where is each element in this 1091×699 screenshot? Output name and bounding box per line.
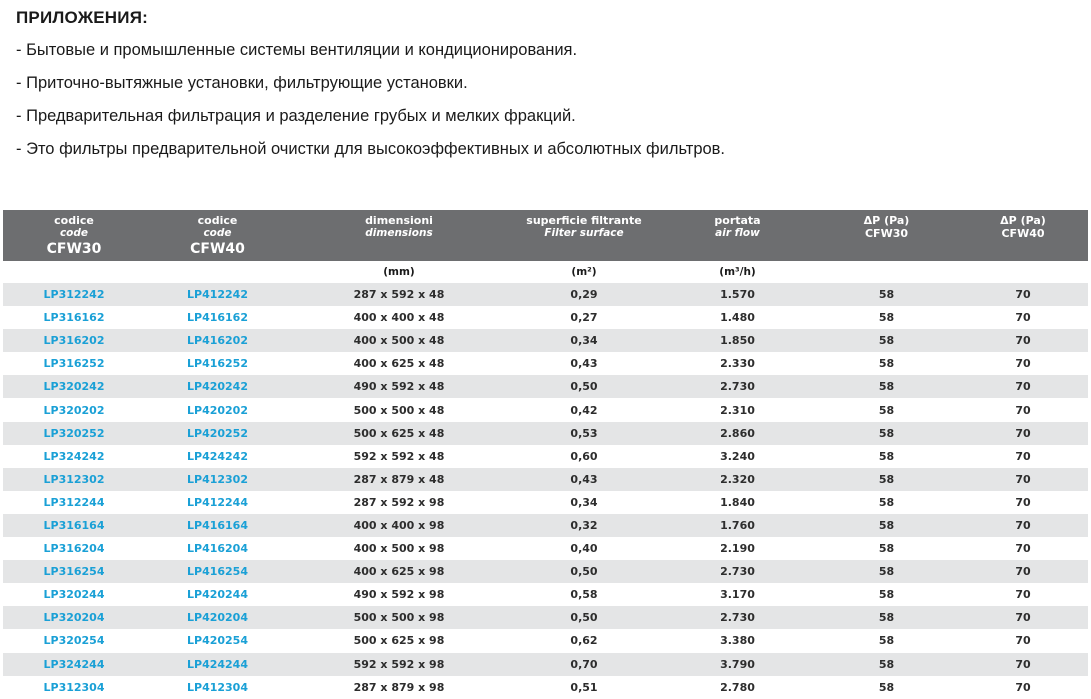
col-header-label: codice <box>54 214 94 227</box>
col-header-pressure-cfw40 <box>958 210 1088 261</box>
unit-cell <box>145 261 290 283</box>
table-row <box>3 468 1088 491</box>
cell-pressure-cfw40: 70 <box>958 560 1088 583</box>
cell-pressure-cfw30: 58 <box>815 583 958 606</box>
table-units-row <box>3 261 1088 283</box>
cell-air-flow: 2.730 <box>660 375 815 398</box>
cell-filter-surface: 0,50 <box>508 375 660 398</box>
unit-cell <box>3 261 145 283</box>
table-row <box>3 583 1088 606</box>
cell-filter-surface: 0,29 <box>508 283 660 306</box>
cell-filter-surface: 0,62 <box>508 629 660 652</box>
cell-filter-surface: 0,43 <box>508 468 660 491</box>
unit-air-flow: (m³/h) <box>660 261 815 283</box>
cell-code-cfw30: LP312304 <box>3 676 145 699</box>
cell-code-cfw40: LP424242 <box>145 445 290 468</box>
cell-dimensions: 287 x 592 x 48 <box>290 283 508 306</box>
cell-code-cfw40: LP412304 <box>145 676 290 699</box>
cell-dimensions: 500 x 625 x 98 <box>290 629 508 652</box>
cell-air-flow: 1.840 <box>660 491 815 514</box>
cell-pressure-cfw40: 70 <box>958 676 1088 699</box>
table-row <box>3 398 1088 421</box>
cell-pressure-cfw40: 70 <box>958 375 1088 398</box>
cell-air-flow: 2.780 <box>660 676 815 699</box>
cell-filter-surface: 0,27 <box>508 306 660 329</box>
cell-pressure-cfw30: 58 <box>815 329 958 352</box>
cell-code-cfw30: LP316254 <box>3 560 145 583</box>
col-header-dimensions <box>290 210 508 261</box>
cell-dimensions: 592 x 592 x 48 <box>290 445 508 468</box>
cell-filter-surface: 0,34 <box>508 491 660 514</box>
cell-filter-surface: 0,53 <box>508 422 660 445</box>
cell-filter-surface: 0,70 <box>508 653 660 676</box>
col-header-air-flow <box>660 210 815 261</box>
col-header-label: ΔP (Pa) <box>863 214 910 227</box>
table-row <box>3 653 1088 676</box>
col-header-sublabel: code <box>203 227 232 239</box>
cell-air-flow: 3.790 <box>660 653 815 676</box>
cell-dimensions: 500 x 500 x 98 <box>290 606 508 629</box>
unit-filter-surface: (m²) <box>508 261 660 283</box>
cell-code-cfw40: LP420252 <box>145 422 290 445</box>
cell-filter-surface: 0,50 <box>508 560 660 583</box>
cell-air-flow: 2.860 <box>660 422 815 445</box>
cell-filter-surface: 0,58 <box>508 583 660 606</box>
table-row <box>3 676 1088 699</box>
cell-filter-surface: 0,50 <box>508 606 660 629</box>
cell-code-cfw30: LP324242 <box>3 445 145 468</box>
cell-pressure-cfw30: 58 <box>815 283 958 306</box>
table-row <box>3 422 1088 445</box>
col-header-model: CFW40 <box>190 241 245 257</box>
cell-dimensions: 287 x 592 x 98 <box>290 491 508 514</box>
table-row <box>3 491 1088 514</box>
cell-pressure-cfw40: 70 <box>958 583 1088 606</box>
table-row <box>3 606 1088 629</box>
cell-dimensions: 490 x 592 x 98 <box>290 583 508 606</box>
cell-code-cfw40: LP420244 <box>145 583 290 606</box>
table-row <box>3 352 1088 375</box>
cell-pressure-cfw40: 70 <box>958 306 1088 329</box>
cell-code-cfw40: LP420202 <box>145 398 290 421</box>
col-header-filter-surface <box>508 210 660 261</box>
col-header-sublabel: Filter surface <box>544 227 624 239</box>
cell-air-flow: 2.330 <box>660 352 815 375</box>
cell-code-cfw30: LP320254 <box>3 629 145 652</box>
cell-code-cfw40: LP412242 <box>145 283 290 306</box>
cell-pressure-cfw40: 70 <box>958 629 1088 652</box>
table-row <box>3 375 1088 398</box>
col-header-sublabel: CFW30 <box>864 227 909 240</box>
cell-air-flow: 2.190 <box>660 537 815 560</box>
table-row <box>3 283 1088 306</box>
table-body <box>3 283 1088 699</box>
cell-code-cfw40: LP416252 <box>145 352 290 375</box>
cell-code-cfw40: LP416204 <box>145 537 290 560</box>
cell-air-flow: 3.380 <box>660 629 815 652</box>
cell-pressure-cfw30: 58 <box>815 491 958 514</box>
applications-section <box>16 6 776 160</box>
col-header-label: superficie filtrante <box>526 214 642 227</box>
cell-air-flow: 1.570 <box>660 283 815 306</box>
cell-air-flow: 2.730 <box>660 606 815 629</box>
cell-pressure-cfw30: 58 <box>815 375 958 398</box>
table-row <box>3 329 1088 352</box>
cell-dimensions: 400 x 625 x 98 <box>290 560 508 583</box>
cell-air-flow: 1.760 <box>660 514 815 537</box>
table-row <box>3 306 1088 329</box>
col-header-label: ΔP (Pa) <box>1000 214 1046 227</box>
cell-dimensions: 500 x 500 x 48 <box>290 398 508 421</box>
table-row <box>3 629 1088 652</box>
cell-dimensions: 400 x 400 x 48 <box>290 306 508 329</box>
cell-filter-surface: 0,42 <box>508 398 660 421</box>
cell-pressure-cfw40: 70 <box>958 329 1088 352</box>
cell-pressure-cfw30: 58 <box>815 445 958 468</box>
cell-code-cfw40: LP420242 <box>145 375 290 398</box>
cell-code-cfw30: LP320202 <box>3 398 145 421</box>
cell-pressure-cfw30: 58 <box>815 398 958 421</box>
cell-pressure-cfw30: 58 <box>815 676 958 699</box>
cell-pressure-cfw40: 70 <box>958 283 1088 306</box>
table-row <box>3 514 1088 537</box>
col-header-code-cfw30 <box>3 210 145 261</box>
cell-air-flow: 1.480 <box>660 306 815 329</box>
cell-filter-surface: 0,43 <box>508 352 660 375</box>
col-header-sublabel: CFW40 <box>1001 227 1045 240</box>
cell-code-cfw40: LP424244 <box>145 653 290 676</box>
cell-pressure-cfw30: 58 <box>815 352 958 375</box>
cell-filter-surface: 0,32 <box>508 514 660 537</box>
cell-pressure-cfw40: 70 <box>958 398 1088 421</box>
col-header-sublabel: air flow <box>715 227 760 239</box>
cell-dimensions: 592 x 592 x 98 <box>290 653 508 676</box>
application-item-4: - Это фильтры предварительной очистки для высокоэффективных и абсолютных фильтров. <box>16 140 726 158</box>
cell-air-flow: 3.170 <box>660 583 815 606</box>
filter-spec-table <box>3 210 1088 699</box>
cell-air-flow: 3.240 <box>660 445 815 468</box>
col-header-label: codice <box>197 214 238 227</box>
col-header-model: CFW30 <box>46 241 102 257</box>
cell-dimensions: 400 x 500 x 98 <box>290 537 508 560</box>
cell-pressure-cfw40: 70 <box>958 537 1088 560</box>
cell-pressure-cfw40: 70 <box>958 606 1088 629</box>
cell-code-cfw40: LP416162 <box>145 306 290 329</box>
cell-filter-surface: 0,60 <box>508 445 660 468</box>
cell-pressure-cfw40: 70 <box>958 352 1088 375</box>
cell-filter-surface: 0,51 <box>508 676 660 699</box>
cell-dimensions: 400 x 400 x 98 <box>290 514 508 537</box>
cell-code-cfw30: LP320242 <box>3 375 145 398</box>
applications-heading: ПРИЛОЖЕНИЯ: <box>16 8 148 27</box>
cell-code-cfw30: LP312302 <box>3 468 145 491</box>
cell-pressure-cfw30: 58 <box>815 606 958 629</box>
cell-code-cfw30: LP316202 <box>3 329 145 352</box>
cell-code-cfw30: LP324244 <box>3 653 145 676</box>
unit-cell <box>815 261 958 283</box>
cell-dimensions: 287 x 879 x 98 <box>290 676 508 699</box>
col-header-label: portata <box>714 214 761 227</box>
cell-dimensions: 400 x 500 x 48 <box>290 329 508 352</box>
cell-pressure-cfw40: 70 <box>958 491 1088 514</box>
cell-pressure-cfw30: 58 <box>815 306 958 329</box>
cell-air-flow: 2.310 <box>660 398 815 421</box>
cell-pressure-cfw40: 70 <box>958 514 1088 537</box>
table-row <box>3 560 1088 583</box>
cell-code-cfw40: LP420204 <box>145 606 290 629</box>
col-header-label: dimensioni <box>365 214 433 227</box>
cell-pressure-cfw40: 70 <box>958 445 1088 468</box>
cell-pressure-cfw30: 58 <box>815 629 958 652</box>
cell-code-cfw40: LP412302 <box>145 468 290 491</box>
table-header-row <box>3 210 1088 261</box>
table-row <box>3 537 1088 560</box>
col-header-pressure-cfw30 <box>815 210 958 261</box>
cell-code-cfw30: LP312244 <box>3 491 145 514</box>
application-item-3: - Предварительная фильтрация и разделение грубых и мелких фракций. <box>16 107 576 125</box>
cell-pressure-cfw30: 58 <box>815 537 958 560</box>
cell-code-cfw40: LP420254 <box>145 629 290 652</box>
cell-code-cfw40: LP412244 <box>145 491 290 514</box>
cell-air-flow: 1.850 <box>660 329 815 352</box>
application-item-2: - Приточно-вытяжные установки, фильтрующие установки. <box>16 74 468 92</box>
cell-air-flow: 2.320 <box>660 468 815 491</box>
cell-pressure-cfw30: 58 <box>815 514 958 537</box>
cell-filter-surface: 0,40 <box>508 537 660 560</box>
cell-pressure-cfw30: 58 <box>815 653 958 676</box>
application-item-1: - Бытовые и промышленные системы вентиляции и кондиционирования. <box>16 41 578 59</box>
col-header-code-cfw40 <box>145 210 290 261</box>
cell-pressure-cfw30: 58 <box>815 468 958 491</box>
cell-code-cfw30: LP320244 <box>3 583 145 606</box>
cell-pressure-cfw30: 58 <box>815 560 958 583</box>
cell-dimensions: 287 x 879 x 48 <box>290 468 508 491</box>
cell-code-cfw30: LP316164 <box>3 514 145 537</box>
cell-air-flow: 2.730 <box>660 560 815 583</box>
cell-code-cfw30: LP316162 <box>3 306 145 329</box>
unit-dimensions: (mm) <box>290 261 508 283</box>
cell-code-cfw40: LP416254 <box>145 560 290 583</box>
col-header-sublabel: dimensions <box>365 227 433 239</box>
col-header-sublabel: code <box>59 227 89 239</box>
table-row <box>3 445 1088 468</box>
cell-code-cfw30: LP312242 <box>3 283 145 306</box>
cell-dimensions: 400 x 625 x 48 <box>290 352 508 375</box>
cell-pressure-cfw40: 70 <box>958 468 1088 491</box>
cell-code-cfw40: LP416202 <box>145 329 290 352</box>
cell-dimensions: 500 x 625 x 48 <box>290 422 508 445</box>
cell-code-cfw30: LP320204 <box>3 606 145 629</box>
cell-code-cfw30: LP320252 <box>3 422 145 445</box>
cell-code-cfw30: LP316204 <box>3 537 145 560</box>
cell-code-cfw30: LP316252 <box>3 352 145 375</box>
cell-pressure-cfw40: 70 <box>958 422 1088 445</box>
unit-cell <box>958 261 1088 283</box>
cell-code-cfw40: LP416164 <box>145 514 290 537</box>
cell-pressure-cfw40: 70 <box>958 653 1088 676</box>
cell-dimensions: 490 x 592 x 48 <box>290 375 508 398</box>
cell-pressure-cfw30: 58 <box>815 422 958 445</box>
cell-filter-surface: 0,34 <box>508 329 660 352</box>
